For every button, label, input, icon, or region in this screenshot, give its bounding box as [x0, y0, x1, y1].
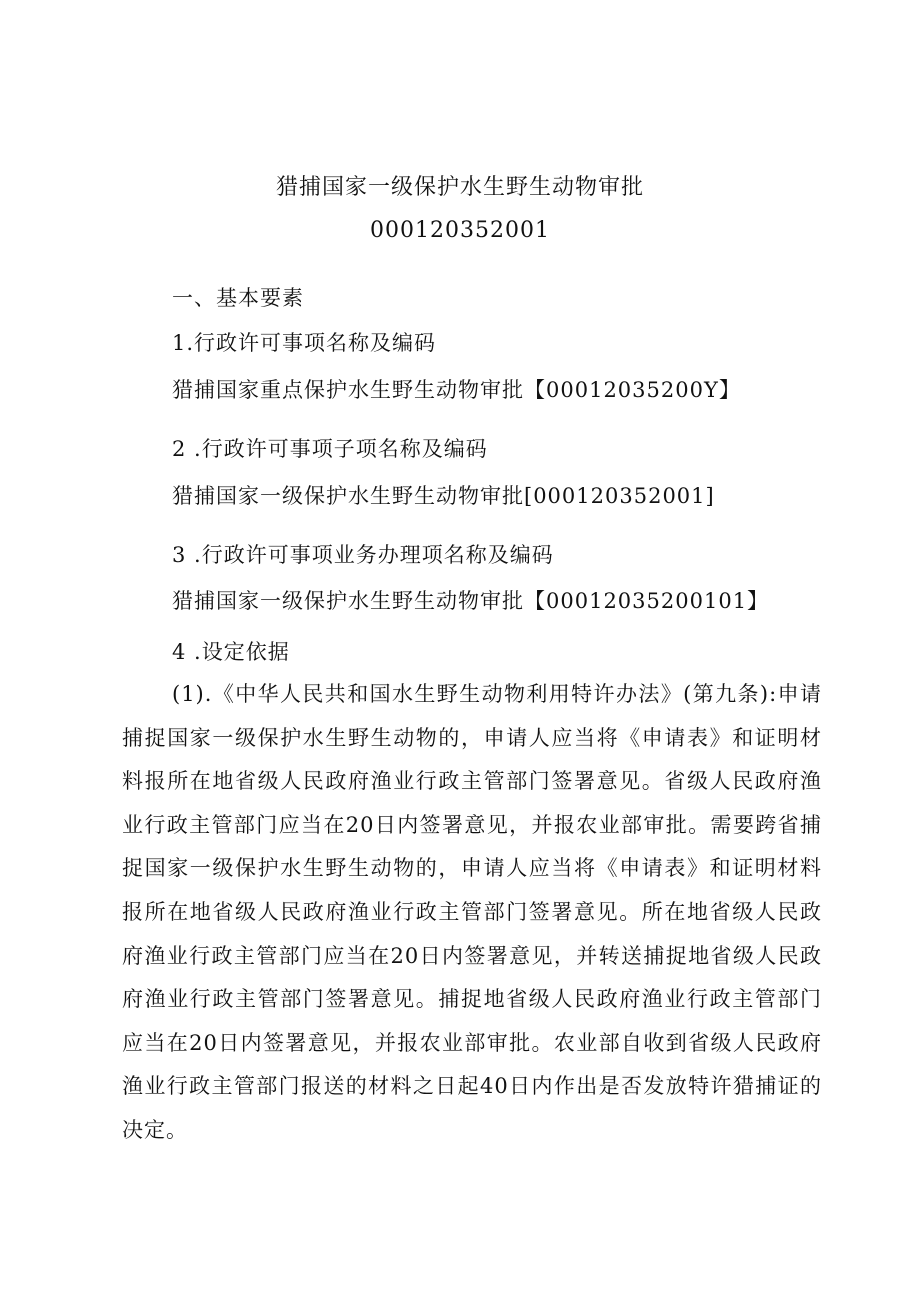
item-1-value: 猎捕国家重点保护水生野生动物审批【00012035200Y】	[172, 378, 741, 402]
section-heading: 一、基本要素	[172, 286, 304, 310]
item-2-value: 猎捕国家一级保护水生野生动物审批[000120352001]	[172, 484, 715, 508]
item-3-value: 猎捕国家一级保护水生野生动物审批【00012035200101】	[172, 589, 770, 613]
document-code: 000120352001	[370, 218, 550, 243]
document-title: 猎捕国家一级保护水生野生动物审批	[275, 175, 644, 200]
item-4-heading: 4 .设定依据	[172, 640, 290, 664]
item-1-heading: 1.行政许可事项名称及编码	[172, 331, 437, 355]
legal-basis-paragraph	[122, 673, 822, 1153]
item-2-heading: 2 .行政许可事项子项名称及编码	[172, 437, 488, 461]
legal-basis-text: (1).《中华人民共和国水生野生动物利用特许办法》(第九条):申请捕捉国家一级保护水生野生动物的，申请人应当将《申请表》和证明材料报所在地省级人民政府渔业行政主管部门签署意见。省级人民政府渔业行政主管部门应当在20日内签署意见，并报农业部审批。需要跨省捕捉国家一级保护水生野生动物的，申请人应当将《申请表》和证明材料报所在地省级人民政府渔业行政主管部门签署意见。所在地省级人民政府渔业行政主管部门应当在20日内签署意见，并转送捕捉地省级人民政府渔业行政主管部门签署意见。捕捉地省级人民政府渔业行政主管部门应当在20日内签署意见，并报农业部审批。农业部自收到省级人民政府渔业行政主管部门报送的材料之日起40日内作出是否发放特许猎捕证的决定。	[122, 682, 822, 1142]
item-3-heading: 3 .行政许可事项业务办理项名称及编码	[172, 543, 554, 567]
